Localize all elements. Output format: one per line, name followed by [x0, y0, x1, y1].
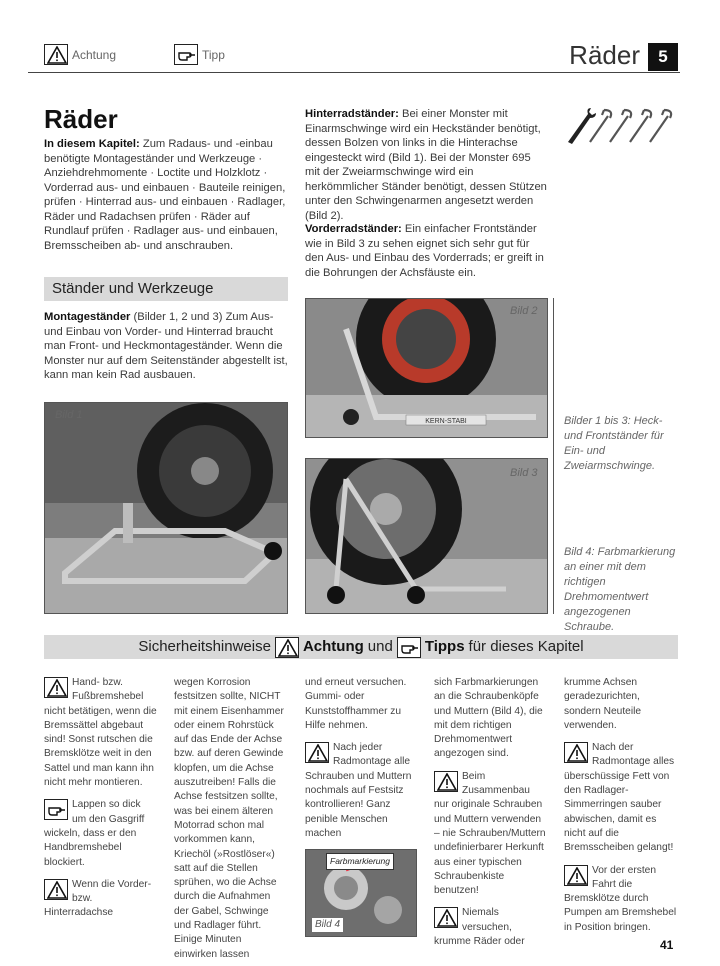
- safety-col-2: [174, 676, 286, 962]
- warning-text: Nach der Radmontage alles überschüssige Fett von den Radlager-Simmerringen sauber abwischen, damit es nicht auf die Bremsscheiben gelangt!: [564, 742, 675, 854]
- safety-text: und erneut versuchen. Gummi- oder Kunststoffhammer zu Hilfe nehmen.: [305, 677, 407, 731]
- tip-text: Lappen so dick um den Gasgriff wickeln, dass er den Handbremshebel blockiert.: [44, 799, 145, 868]
- vorder-paragraph: [305, 222, 548, 280]
- warning-icon: [434, 771, 458, 792]
- warning-icon: [434, 907, 458, 928]
- warning-text: Wenn die Vorder- bzw. Hinterradachse: [44, 878, 152, 919]
- intro-paragraph: [44, 137, 288, 253]
- safety-col-1: [44, 676, 157, 929]
- warning-note: [44, 878, 157, 921]
- warning-note: [305, 741, 417, 841]
- montage-label: Montageständer: [44, 311, 131, 323]
- chapter-number: 5: [648, 43, 678, 71]
- photo-bild-4: [305, 849, 417, 937]
- legend-warning-label: Achtung: [72, 47, 117, 62]
- bild-2-label: Bild 2: [510, 305, 538, 317]
- caption-bild-4: Bild 4: Farbmarkierung an einer mit dem richtigen Drehmomentwert angezogenen Schraube.: [564, 546, 676, 633]
- legend-tip: [174, 44, 225, 65]
- warning-note: [564, 864, 678, 935]
- tip-note: [44, 798, 157, 869]
- wrench-icons: [564, 106, 678, 146]
- legend-tip-label: Tipp: [202, 47, 225, 62]
- warning-icon: [564, 865, 588, 886]
- section-heading: Ständer und Werkzeuge: [44, 277, 288, 301]
- safety-text: krumme Achsen geradezurichten, sondern Neuteile verwenden.: [564, 677, 642, 731]
- warning-icon: [44, 879, 68, 900]
- safety-prefix: Sicherheitshinweise: [138, 638, 271, 655]
- hinter-label: Hinterradständer:: [305, 108, 399, 120]
- bild-3-label: Bild 3: [510, 467, 538, 479]
- caption-separator: [553, 298, 554, 614]
- vorder-label: Vorderradständer:: [305, 223, 402, 235]
- safety-suffix: für dieses Kapitel: [468, 638, 584, 655]
- warning-note: [44, 676, 157, 790]
- page-number: 41: [660, 938, 674, 952]
- warning-text: Hand- bzw. Fußbremshebel nicht betätigen, wenn die Bremssättel abgebaut sind! Sonst rutschen die Bremsklötze weit in den Sattel und man kann ihn nicht mehr montieren.: [44, 677, 157, 789]
- bild-1-label: Bild 1: [55, 409, 83, 421]
- warning-icon: [44, 677, 68, 698]
- hinter-text: Bei einer Monster mit Einarmschwinge wird ein Heckständer benötigt, dessen Bolzen von links in die Hinterachse eingesteckt wird (Bild 1). Bei der Monster 695 mit der Zweiarmschwinge wird ein herkömmlicher Ständer benötigt, dessen Stützen unter den Schwingenarmen angesetzt werden (Bild 2).: [305, 108, 547, 222]
- pointing-hand-icon: [44, 799, 68, 820]
- warning-note: [564, 741, 678, 855]
- safety-col-4: [434, 676, 547, 957]
- safety-col-5: [564, 676, 678, 943]
- photo-bild-3: [305, 458, 548, 614]
- warning-icon: [305, 742, 329, 763]
- header-rule: [28, 72, 680, 73]
- bild-4-tag: Farbmarkierung: [326, 853, 394, 869]
- pointing-hand-icon: [174, 44, 198, 65]
- safety-text: sich Farbmarkierungen an die Schraubenköpfe und Muttern (Bild 4), die mit dem richtigen Drehmomentwert angezogen sind.: [434, 677, 543, 760]
- montage-paragraph: [44, 310, 288, 383]
- article-title: Räder: [44, 104, 118, 134]
- warning-text: Nach jeder Radmontage alle Schrauben und Muttern nochmals auf Festsitz kontrollieren! Ganz penible Menschen machen: [305, 742, 412, 839]
- stand-brand-label: KERN-STABI: [425, 418, 467, 425]
- warning-icon: [564, 742, 588, 763]
- photo-bild-1: [44, 402, 288, 614]
- montage-text: Zum Aus- und Einbau von Vorder- und Hinterrad braucht man Front- und Heckmontageständer. Wenn die Monster nur auf dem Seitenständer abgestellt ist, kann man kein Rad ausbauen.: [44, 311, 288, 381]
- safety-text: wegen Korrosion festsitzen sollte, NICHT mit einem Eisenhammer oder einem Rohrstück auf das Ende der Achse bzw. auf deren Gewinde klopfen, um die Achse auszutreiben! Falls die Achse festsitzen sollte, was bei einem älteren Motorrad schon mal vorkommen kann, Kriechöl (»Rostlöser«) satt auf die Stellen sprühen, wo die Achse durch die Aufnahmen der Gabel, Schwinge und Radlager führt. Einige Minuten einwirken lassen: [174, 677, 284, 960]
- safety-warn-word: Achtung: [302, 638, 364, 655]
- warning-note: [434, 906, 547, 949]
- pointing-hand-icon: [397, 637, 421, 658]
- safety-col-3: [305, 676, 417, 937]
- intro-label: In diesem Kapitel:: [44, 138, 140, 150]
- vorder-text: Ein einfacher Frontständer wie in Bild 3 zu sehen eignet sich sehr gut für den Aus- und Einbau des Vorderrads; er greift in die Bohrungen der Achsfäuste ein.: [305, 223, 544, 279]
- safety-tips-word: Tipps: [424, 638, 465, 655]
- bild-4-label: Bild 4: [312, 918, 343, 932]
- chapter-title: Räder: [569, 40, 640, 70]
- safety-and: und: [367, 638, 393, 655]
- warning-text: Beim Zusammenbau nur originale Schrauben und Muttern verwenden – nie Schrauben/Muttern undefinierbarer Herkunft aus einer typischen Schraubenkiste benutzen!: [434, 770, 546, 897]
- intro-text: Zum Radaus- und -einbau benötigte Montageständer und Werkzeuge · Anziehdrehmomente · Loctite und Holzklotz · Vorderrad aus- und einbauen · Bauteile reinigen, prüfen · Hinterrad aus- und einbauen · Radlager, Räder und Radachsen prüfen · Räder auf Rundlauf prüfen · Radlager aus- und einbauen, Bremsscheiben ab- und anschrauben.: [44, 138, 286, 252]
- hinter-paragraph: [305, 107, 548, 223]
- montage-ref: (Bilder 1, 2 und 3): [133, 311, 223, 323]
- warning-text: Vor der ersten Fahrt die Bremsklötze durch Pumpen am Bremshebel in Position bringen.: [564, 864, 677, 933]
- warning-icon: [44, 44, 68, 65]
- legend-warning: [44, 44, 116, 65]
- photo-bild-2: [305, 298, 548, 438]
- warning-text: Niemals versuchen, krumme Räder oder: [434, 907, 525, 948]
- caption-bild-1-3: Bilder 1 bis 3: Heck- und Frontständer für Ein- und Zweiarmschwinge.: [564, 415, 664, 472]
- warning-icon: [275, 637, 299, 658]
- safety-heading: [44, 635, 678, 659]
- warning-note: [434, 770, 547, 899]
